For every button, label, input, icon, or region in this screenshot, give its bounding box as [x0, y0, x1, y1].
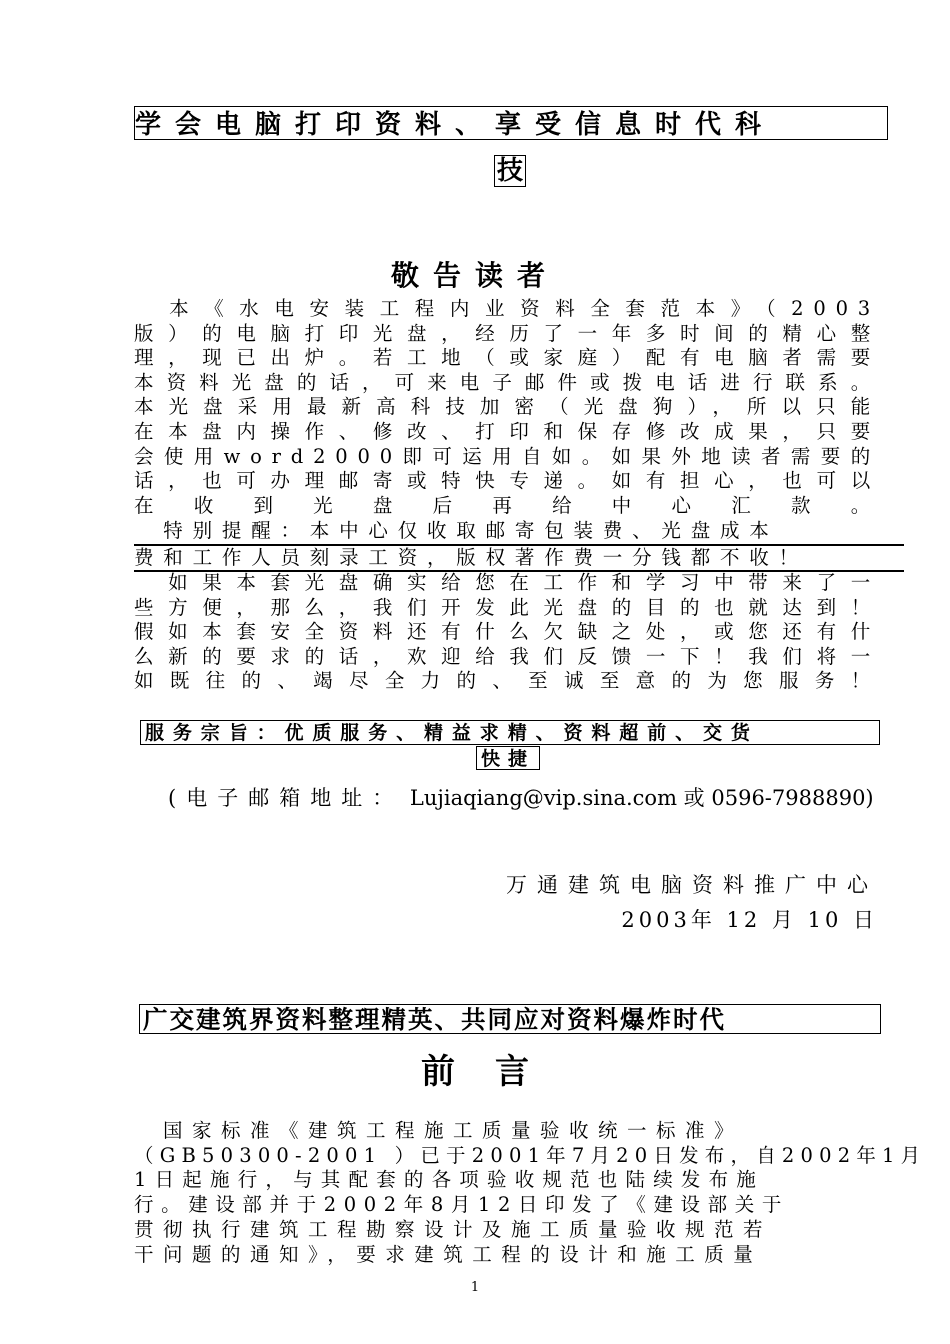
notice-line: 本《水电安装工程内业资料全套范本》（2003	[134, 297, 880, 320]
notice-line: 会使用word2000即可运用自如。如果外地读者需要的	[134, 444, 880, 468]
top-banner-line2-wrap	[494, 155, 526, 187]
signature-org: 万通建筑电脑资料推广中心	[506, 873, 878, 897]
special-line: 费和工作人员刻录工资，版权著作费一分钱都不收！	[134, 546, 904, 573]
notice-line: 理，现已出炉。若工地（或家庭）配有电脑者需要	[134, 346, 880, 370]
service-motto	[140, 720, 880, 770]
preface-line: 干问题的通知》，要求建筑工程的设计和施工质量	[134, 1242, 763, 1266]
service-line1: 服务宗旨：优质服务、精益求精、资料超前、交货	[140, 720, 880, 745]
notice-line: 本资料光盘的话，可来电子邮件或拨电话进行联系。	[134, 370, 880, 394]
notice-title: 敬告读者	[390, 259, 559, 292]
notice-line: 本光盘采用最新高科技加密（光盘狗），所以只能	[134, 395, 880, 419]
closing-line: 如既往的、竭尽全力的、至诚至意的为您服务！	[134, 669, 880, 693]
top-banner-line2: 技	[494, 155, 526, 187]
service-line2: 快捷	[476, 746, 540, 770]
notice-body	[134, 297, 880, 518]
contact-label: (电子邮箱地址：	[168, 786, 404, 810]
top-banner-line1: 学会电脑打印资料、享受信息时代科	[134, 106, 888, 140]
preface-line: 国家标准《建筑工程施工质量验收统一标准》	[134, 1119, 744, 1142]
notice-line: 在本盘内操作、修改、打印和保存修改成果，只要	[134, 419, 880, 443]
special-reminder	[134, 519, 904, 572]
special-line: 特别提醒：本中心仅收取邮寄包装费、光盘成本	[134, 519, 904, 546]
preface-line: 1日起施行，与其配套的各项验收规范也陆续发布施	[134, 1168, 765, 1192]
preface-line: 贯彻执行建筑工程勘察设计及施工质量验收规范若	[134, 1217, 773, 1241]
contact-email: Lujiaqiang@vip.sina.com	[409, 786, 677, 810]
preface-line: （GB50300-2001 ）已于2001年7月20日发布，自2002年1月	[134, 1143, 927, 1167]
contact-or: 或	[683, 786, 705, 810]
closing-line: 假如本套安全资料还有什么欠缺之处，或您还有什	[134, 620, 880, 644]
preface-body	[134, 1119, 927, 1267]
notice-line: 话，也可办理邮寄或特快专递。如有担心，也可以	[134, 469, 880, 493]
preface-title: 前言	[421, 1052, 569, 1092]
page-number: 1	[470, 1280, 480, 1295]
preface-line: 行。建设部并于2002年8月12日印发了《建设部关于	[134, 1193, 789, 1217]
contact-phone: 0596-7988890)	[711, 786, 874, 810]
notice-line: 版）的电脑打印光盘，经历了一年多时间的精心整	[134, 321, 880, 345]
signature-date: 2003年 12 月 10 日	[621, 908, 878, 932]
bottom-banner: 广交建筑界资料整理精英、共同应对资料爆炸时代	[139, 1004, 881, 1034]
closing-line: 么新的要求的话，欢迎给我们反馈一下！我们将一	[134, 644, 880, 668]
top-banner	[134, 106, 924, 142]
closing-body	[134, 571, 880, 694]
closing-line: 如果本套光盘确实给您在工作和学习中带来了一	[134, 571, 880, 594]
contact-info	[168, 782, 874, 812]
notice-line: 在收到光盘后再给中心汇款。	[134, 493, 880, 517]
closing-line: 些方便，那么，我们开发此光盘的目的也就达到！	[134, 595, 880, 619]
